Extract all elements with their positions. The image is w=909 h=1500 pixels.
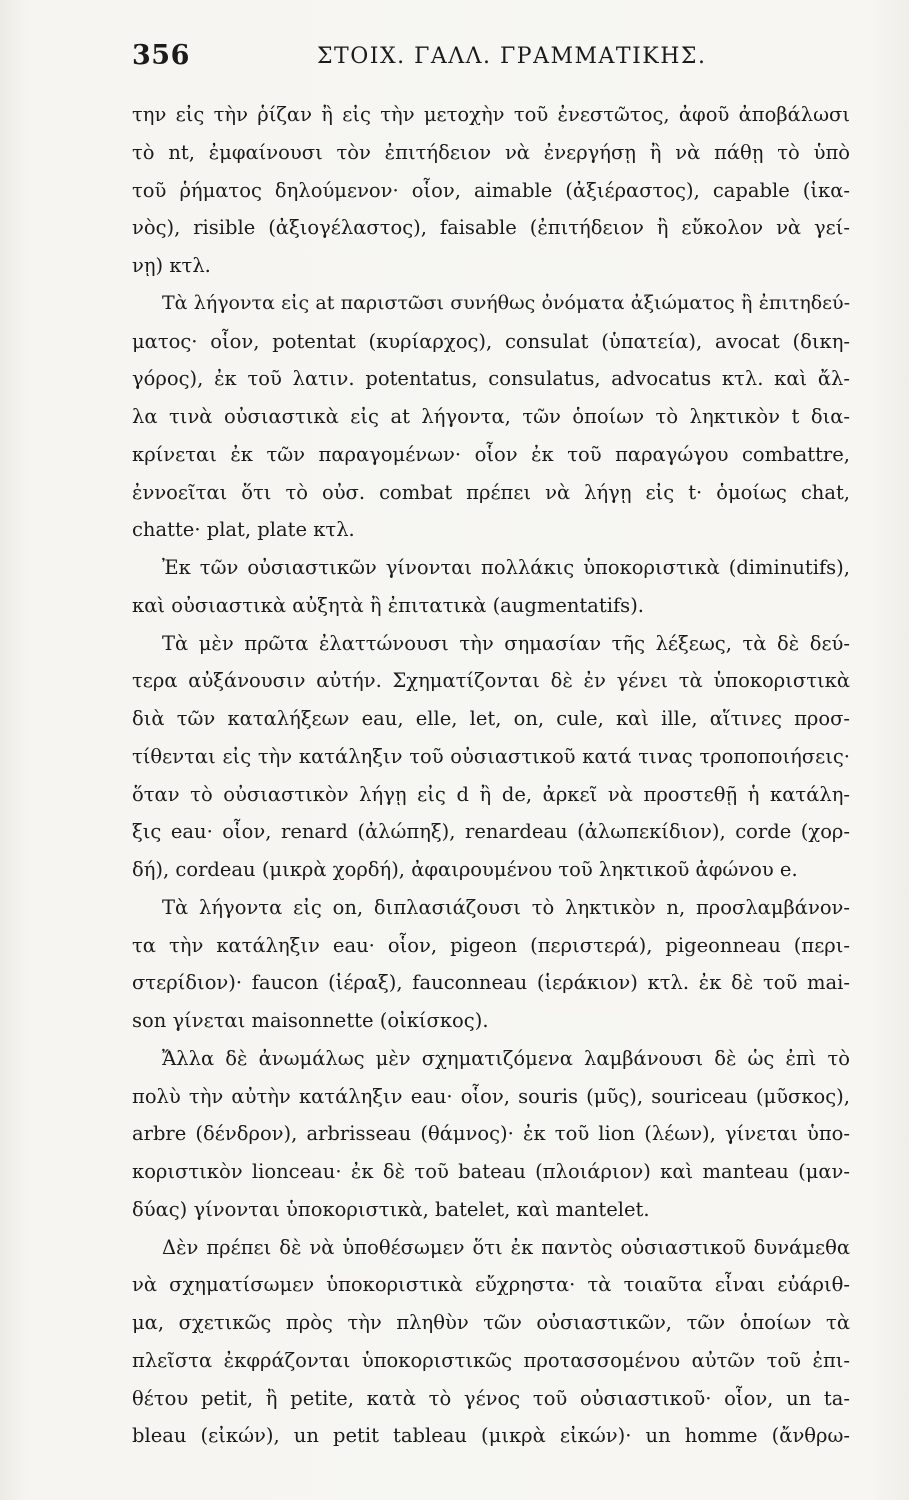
text-line: τὸ nt, ἐμφαίνουσι τὸν ἐπιτήδειον νὰ ἐνεργήσῃ ἢ νὰ πάθῃ τὸ ὑπὸ	[132, 140, 850, 164]
text-line: λα τινὰ οὐσιαστικὰ εἰς at λήγοντα, τῶν ὁποίων τὸ ληκτικὸν t δια-	[132, 405, 850, 428]
text-line: Τὰ μὲν πρῶτα ἐλαττώνουσι τὴν σημασίαν τῆς λέξεως, τὰ δὲ δεύ-	[162, 631, 850, 655]
text-line: διὰ τῶν καταλήξεων eau, elle, let, on, cule, καὶ ille, αἵτινες προσ-	[132, 707, 850, 730]
page-header	[132, 40, 852, 80]
text-line: κοριστικὸν lionceau· ἐκ δὲ τοῦ bateau (πλοιάριον) καὶ manteau (μαν-	[132, 1160, 850, 1183]
text-line: bleau (εἰκών), un petit tableau (μικρὰ εἰκών)· un homme (ἄνθρω-	[132, 1424, 850, 1448]
text-line: θέτου petit, ἢ petite, κατὰ τὸ γένος τοῦ οὐσιαστικοῦ· οἷον, un ta-	[132, 1386, 850, 1410]
text-line: τίθενται εἰς τὴν κατάληξιν τοῦ οὐσιαστικοῦ κατά τινας τροποποιήσεις·	[132, 744, 850, 768]
text-line: Τὰ λήγοντα εἰς at παριστῶσι συνήθως ὀνόματα ἀξιώματος ἢ ἐπιτηδεύ-	[162, 291, 850, 314]
text-line: πλεῖστα ἐκφράζονται ὑποκοριστικῶς προτασσομένου αὐτῶν τοῦ ἐπι-	[132, 1348, 850, 1372]
text-line: δή), cordeau (μικρὰ χορδή), ἀφαιρουμένου τοῦ ληκτικοῦ ἀφώνου e.	[132, 858, 798, 881]
text-line: γόρος), ἐκ τοῦ λατιν. potentatus, consulatus, advocatus κτλ. καὶ ἄλ-	[132, 367, 850, 391]
text-line: Δὲν πρέπει δὲ νὰ ὑποθέσωμεν ὅτι ἐκ παντὸς οὐσιαστικοῦ δυνάμεθα	[162, 1235, 850, 1259]
text-line: Τὰ λήγοντα εἰς on, διπλασιάζουσι τὸ ληκτικὸν n, προσλαμβάνον-	[162, 895, 850, 919]
text-line: μα, σχετικῶς πρὸς τὴν πληθὺν τῶν οὐσιαστικῶν, τῶν ὁποίων τὰ	[132, 1311, 850, 1334]
text-line: κρίνεται ἐκ τῶν παραγομένων· οἷον ἐκ τοῦ παραγώγου combattre,	[132, 442, 850, 466]
text-line: πολὺ τὴν αὐτὴν κατάληξιν eau· οἷον, souris (μῦς), souriceau (μῦσκος),	[132, 1084, 850, 1108]
text-line: νὸς), risible (ἀξιογέλαστος), faisable (ἐπιτήδειον ἢ εὔκολον νὰ γεί-	[132, 216, 850, 240]
text-line: Ἄλλα δὲ ἀνωμάλως μὲν σχηματιζόμενα λαμβάνουσι δὲ ὡς ἐπὶ τὸ	[162, 1046, 850, 1070]
text-line: arbre (δένδρον), arbrisseau (θάμνος)· ἐκ τοῦ lion (λέων), γίνεται ὑπο-	[132, 1122, 850, 1146]
page-number: 356	[132, 40, 190, 71]
text-line: νῃ) κτλ.	[132, 254, 211, 277]
text-line: δύας) γίνονται ὑποκοριστικὰ, batelet, καὶ mantelet.	[132, 1197, 650, 1221]
text-line: ὅταν τὸ οὐσιαστικὸν λήγῃ εἰς d ἢ de, ἀρκεῖ νὰ προστεθῇ ἡ κατάλη-	[132, 782, 850, 806]
text-line: τα τὴν κατάληξιν eau· οἷον, pigeon (περιστερά), pigeonneau (περι-	[132, 933, 850, 957]
text-line: son γίνεται maisonnette (οἰκίσκος).	[132, 1009, 489, 1032]
text-line: τοῦ ῥήματος δηλούμενον· οἷον, aimable (ἀξιέραστος), capable (ἱκα-	[132, 178, 850, 202]
body-text	[132, 96, 850, 1455]
text-line: chatte· plat, plate κτλ.	[132, 518, 355, 542]
text-line: ματος· οἷον, potentat (κυρίαρχος), consulat (ὑπατεία), avocat (δικη-	[132, 329, 850, 353]
text-line: νὰ σχηματίσωμεν ὑποκοριστικὰ εὔχρηστα· τὰ τοιαῦτα εἶναι εὐάριθ-	[132, 1273, 850, 1297]
text-line: τερα αὐξάνουσιν αὐτήν. Σχηματίζονται δὲ ἐν γένει τὰ ὑποκοριστικὰ	[132, 669, 850, 693]
text-line: την εἰς τὴν ῥίζαν ἢ εἰς τὴν μετοχὴν τοῦ ἐνεστῶτος, ἀφοῦ ἀποβάλωσι	[132, 103, 850, 126]
running-title: ΣΤΟΙΧ. ΓΑΛΛ. ΓΡΑΜΜΑΤΙΚΗΣ.	[317, 44, 707, 69]
text-line: στερίδιον)· faucon (ἱέραξ), fauconneau (ἱεράκιον) κτλ. ἐκ δὲ τοῦ mai-	[132, 971, 850, 995]
text-line: Ἐκ τῶν οὐσιαστικῶν γίνονται πολλάκις ὑποκοριστικὰ (diminutifs),	[162, 556, 850, 579]
text-line: καὶ οὐσιαστικὰ αὐξητὰ ἢ ἐπιτατικὰ (augmentatifs).	[132, 593, 644, 617]
text-line: ξις eau· οἷον, renard (ἀλώπηξ), renardeau (ἀλωπεκίδιον), corde (χορ-	[132, 820, 850, 844]
text-line: ἐννοεῖται ὅτι τὸ οὐσ. combat πρέπει νὰ λήγῃ εἰς t· ὁμοίως chat,	[132, 480, 850, 504]
